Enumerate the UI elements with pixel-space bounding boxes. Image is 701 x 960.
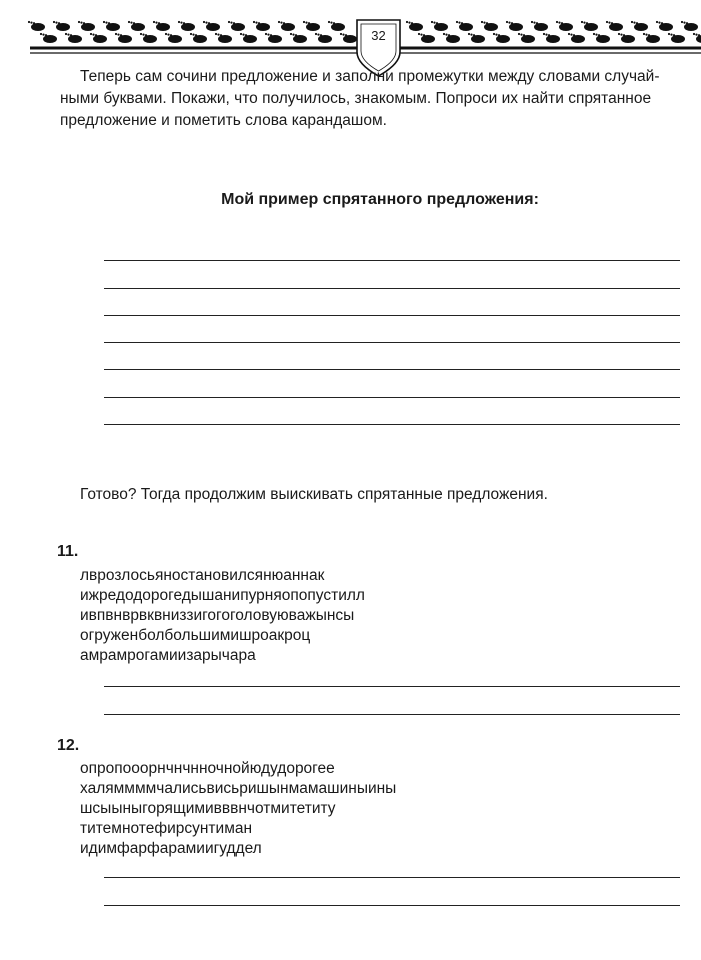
footprint-icon: [106, 23, 120, 31]
footprint-icon: [634, 23, 648, 31]
footprint-icon: [459, 23, 473, 31]
footprints-right-decoration: [406, 21, 701, 43]
footprint-icon: [484, 23, 498, 31]
footprint-icon: [118, 35, 132, 43]
footprint-icon: [534, 23, 548, 31]
footprint-icon: [596, 35, 610, 43]
footprint-icon: [268, 35, 282, 43]
footprint-icon: [206, 23, 220, 31]
footprint-icon: [409, 23, 423, 31]
footprint-icon: [181, 23, 195, 31]
answer-line[interactable]: [104, 905, 680, 906]
footprint-icon: [671, 35, 685, 43]
footprint-icon: [281, 23, 295, 31]
puzzle-line: ивпвнврвквниззигогоголовуюважынсы: [80, 607, 355, 624]
footprint-icon: [559, 23, 573, 31]
answer-line[interactable]: [104, 315, 680, 316]
footprint-icon: [68, 35, 82, 43]
footprint-icon: [243, 35, 257, 43]
puzzle-line: амрамрогамиизарычара: [80, 647, 256, 664]
footprint-icon: [331, 23, 345, 31]
puzzle-line: огруженболбольшимишроакроц: [80, 627, 311, 644]
footprint-icon: [306, 23, 320, 31]
footprint-icon: [609, 23, 623, 31]
footprint-icon: [131, 23, 145, 31]
footprint-icon: [31, 23, 45, 31]
letter-puzzle: [80, 759, 396, 859]
footprint-icon: [231, 23, 245, 31]
intro-line: ными буквами. Покажи, что получилось, знакомым. Попроси их найти спрятанное: [60, 90, 652, 107]
answer-line[interactable]: [104, 714, 680, 715]
puzzle-line: халяммммчалисьвисьришынмамашиныины: [80, 780, 397, 797]
answer-line[interactable]: [104, 877, 680, 878]
intro-line: Теперь сам сочини предложение и заполни промежутки между словами случай-: [80, 68, 660, 85]
answer-line[interactable]: [104, 288, 680, 289]
puzzle-line: титемнотефирсунтиман: [80, 820, 253, 837]
answer-line[interactable]: [104, 342, 680, 343]
answer-line[interactable]: [104, 397, 680, 398]
footprint-icon: [156, 23, 170, 31]
footprint-icon: [218, 35, 232, 43]
footprint-icon: [509, 23, 523, 31]
footprint-icon: [521, 35, 535, 43]
footprint-icon: [584, 23, 598, 31]
footprint-icon: [421, 35, 435, 43]
footprint-icon: [318, 35, 332, 43]
footprint-icon: [696, 35, 701, 43]
puzzle-line: опропооорнчнчнночнойюдудорогее: [80, 760, 335, 777]
puzzle-line: идимфарфарамиигуддел: [80, 840, 262, 857]
footprint-icon: [546, 35, 560, 43]
exercise-number: 11.: [57, 543, 79, 560]
footprint-icon: [193, 35, 207, 43]
puzzle-line: шсыыныгорящимивввнчотмитетиту: [80, 800, 336, 817]
footprint-icon: [496, 35, 510, 43]
answer-line[interactable]: [104, 369, 680, 370]
footprint-icon: [293, 35, 307, 43]
answer-line[interactable]: [104, 260, 680, 261]
letter-puzzle: [80, 566, 365, 666]
intro-line: предложение и пометить слова карандашом.: [60, 112, 387, 129]
answer-line[interactable]: [104, 686, 680, 687]
footprint-icon: [684, 23, 698, 31]
footprint-icon: [81, 23, 95, 31]
footprint-icon: [434, 23, 448, 31]
footprint-icon: [659, 23, 673, 31]
footprint-icon: [571, 35, 585, 43]
answer-line[interactable]: [104, 424, 680, 425]
footprint-icon: [93, 35, 107, 43]
footprint-icon: [446, 35, 460, 43]
footprint-icon: [471, 35, 485, 43]
example-heading: Мой пример спрятанного предложения:: [221, 191, 539, 208]
puzzle-line: лврозлосьяностановилсянюаннак: [80, 567, 325, 584]
footprints-left-decoration: [28, 21, 357, 43]
footprint-icon: [343, 35, 357, 43]
footprint-icon: [43, 35, 57, 43]
page-number: 32: [371, 28, 386, 43]
footprint-icon: [168, 35, 182, 43]
footprint-icon: [621, 35, 635, 43]
footprint-icon: [143, 35, 157, 43]
footprint-icon: [646, 35, 660, 43]
footprint-icon: [256, 23, 270, 31]
exercise-number: 12.: [57, 737, 80, 754]
puzzle-line: ижредодорогедышанипурняопопустилл: [80, 587, 365, 604]
intro-paragraph: [60, 66, 701, 132]
ready-text: Готово? Тогда продолжим выискивать спрятанные предложения.: [80, 486, 548, 503]
footprint-icon: [56, 23, 70, 31]
